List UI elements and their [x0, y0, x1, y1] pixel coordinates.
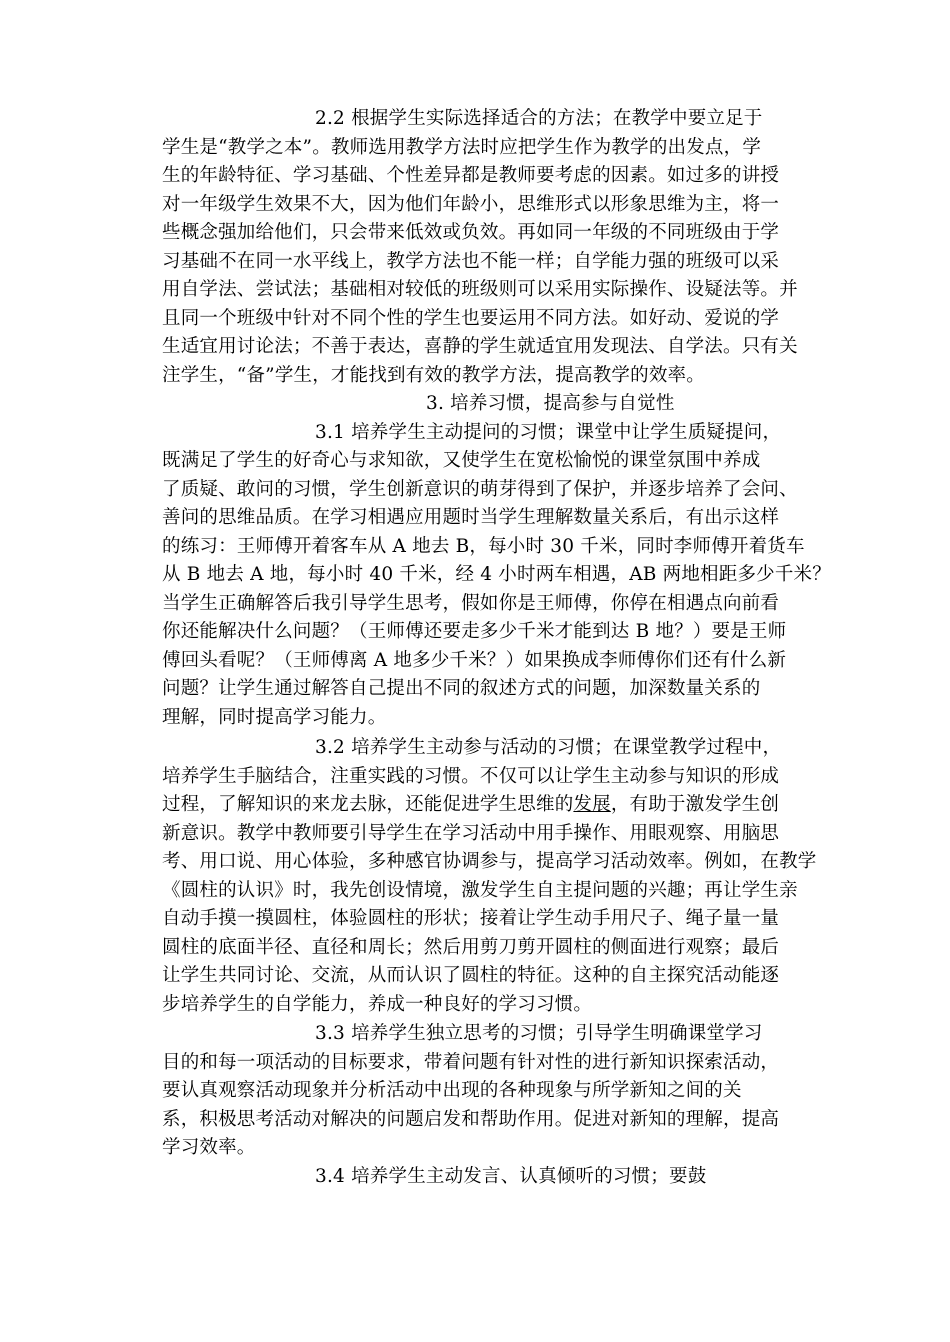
- text-line: 理解，同时提高学习能力。: [162, 707, 387, 728]
- text-segment: ，有助于激发学生创: [610, 794, 780, 815]
- text-line: 既满足了学生的好奇心与求知欲，又使学生在宽松愉悦的课堂氛围中养成: [162, 450, 761, 471]
- paragraph-3-1-first-line: 3.1 培养学生主动提问的习惯；课堂中让学生质疑提问，: [315, 422, 782, 443]
- text-line: 你还能解决什么问题？（王师傅还要走多少千米才能到达 B 地？）要是王师: [162, 621, 787, 642]
- text-line: 生的年龄特征、学习基础、个性差异都是教师要考虑的因素。如过多的讲授: [162, 165, 780, 186]
- text-line: 学习效率。: [162, 1137, 256, 1158]
- text-line: 新意识。教学中教师要引导学生在学习活动中用手操作、用眼观察、用脑思: [162, 823, 780, 844]
- text-line: 的练习：王师傅开着客车从 A 地去 B，每小时 30 千米，同时李师傅开着货车: [162, 536, 805, 557]
- text-line: 习基础不在同一水平线上，教学方法也不能一样；自学能力强的班级可以采: [162, 251, 780, 272]
- text-line: 且同一个班级中针对不同个性的学生也要运用不同方法。如好动、爱说的学: [162, 308, 780, 329]
- paragraph-3-3-first-line: 3.3 培养学生独立思考的习惯；引导学生明确课堂学习: [315, 1023, 763, 1044]
- text-segment: 过程，了解知识的来龙去脉，还能促进学生思维的: [162, 794, 574, 815]
- text-line: 让学生共同讨论、交流，从而认识了圆柱的特征。这种的自主探究活动能逐: [162, 965, 780, 986]
- text-line: 问题？让学生通过解答自己提出不同的叙述方式的问题，加深数量关系的: [162, 678, 761, 699]
- text-line: 当学生正确解答后我引导学生思考，假如你是王师傅，你停在相遇点向前看: [162, 593, 780, 614]
- text-line: 注学生，“备”学生，才能找到有效的教学方法，提高教学的效率。: [162, 365, 705, 386]
- text-line: 学生是“教学之本”。教师选用教学方法时应把学生作为教学的出发点，学: [162, 137, 762, 158]
- text-line: 考、用口说、用心体验，多种感官协调参与，提高学习活动效率。例如，在教学: [162, 851, 817, 872]
- text-line: 《圆柱的认识》时，我先创设情境，激发学生自主提问题的兴趣；再让学生亲: [162, 880, 798, 901]
- paragraph-3-4-first-line: 3.4 培养学生主动发言、认真倾听的习惯；要鼓: [315, 1166, 707, 1187]
- paragraph-2-2-first-line: 2.2 根据学生实际选择适合的方法；在教学中要立足于: [315, 108, 763, 129]
- text-line: 了质疑、敢问的习惯，学生创新意识的萌芽得到了保护，并逐步培养了会问、: [162, 479, 798, 500]
- text-line: 些概念强加给他们，只会带来低效或负效。再如同一年级的不同班级由于学: [162, 222, 780, 243]
- section-heading-3: 3. 培养习惯，提高参与自觉性: [426, 393, 675, 414]
- text-line: 用自学法、尝试法；基础相对较低的班级则可以采用实际操作、设疑法等。并: [162, 279, 798, 300]
- text-line: 系，积极思考活动对解决的问题启发和帮助作用。促进对新知的理解，提高: [162, 1109, 780, 1130]
- paragraph-3-2-first-line: 3.2 培养学生主动参与活动的习惯；在课堂教学过程中，: [315, 737, 782, 758]
- text-line: 傅回头看呢？（王师傅离 A 地多少千米？）如果换成李师傅你们还有什么新: [162, 650, 787, 671]
- text-line: 要认真观察活动现象并分析活动中出现的各种现象与所学新知之间的关: [162, 1080, 742, 1101]
- fazhan-link[interactable]: 发展: [573, 794, 611, 815]
- text-line: 从 B 地去 A 地，每小时 40 千米，经 4 小时两车相遇，AB 两地相距多少千米？: [162, 564, 831, 585]
- text-line: 自动手摸一摸圆柱，体验圆柱的形状；接着让学生动手用尺子、绳子量一量: [162, 908, 780, 929]
- text-line: 善问的思维品质。在学习相遇应用题时当学生理解数量关系后，有出示这样: [162, 507, 780, 528]
- text-line: 培养学生手脑结合，注重实践的习惯。不仅可以让学生主动参与知识的形成: [162, 766, 780, 787]
- text-line: 目的和每一项活动的目标要求，带着问题有针对性的进行新知识探索活动，: [162, 1052, 780, 1073]
- text-line-with-link: [162, 792, 779, 818]
- text-line: 对一年级学生效果不大，因为他们年龄小，思维形式以形象思维为主，将一: [162, 194, 780, 215]
- text-line: 步培养学生的自学能力，养成一种良好的学习习惯。: [162, 994, 593, 1015]
- text-line: 生适宜用讨论法；不善于表达，喜静的学生就适宜用发现法、自学法。只有关: [162, 336, 798, 357]
- text-line: 圆柱的底面半径、直径和周长；然后用剪刀剪开圆柱的侧面进行观察；最后: [162, 937, 780, 958]
